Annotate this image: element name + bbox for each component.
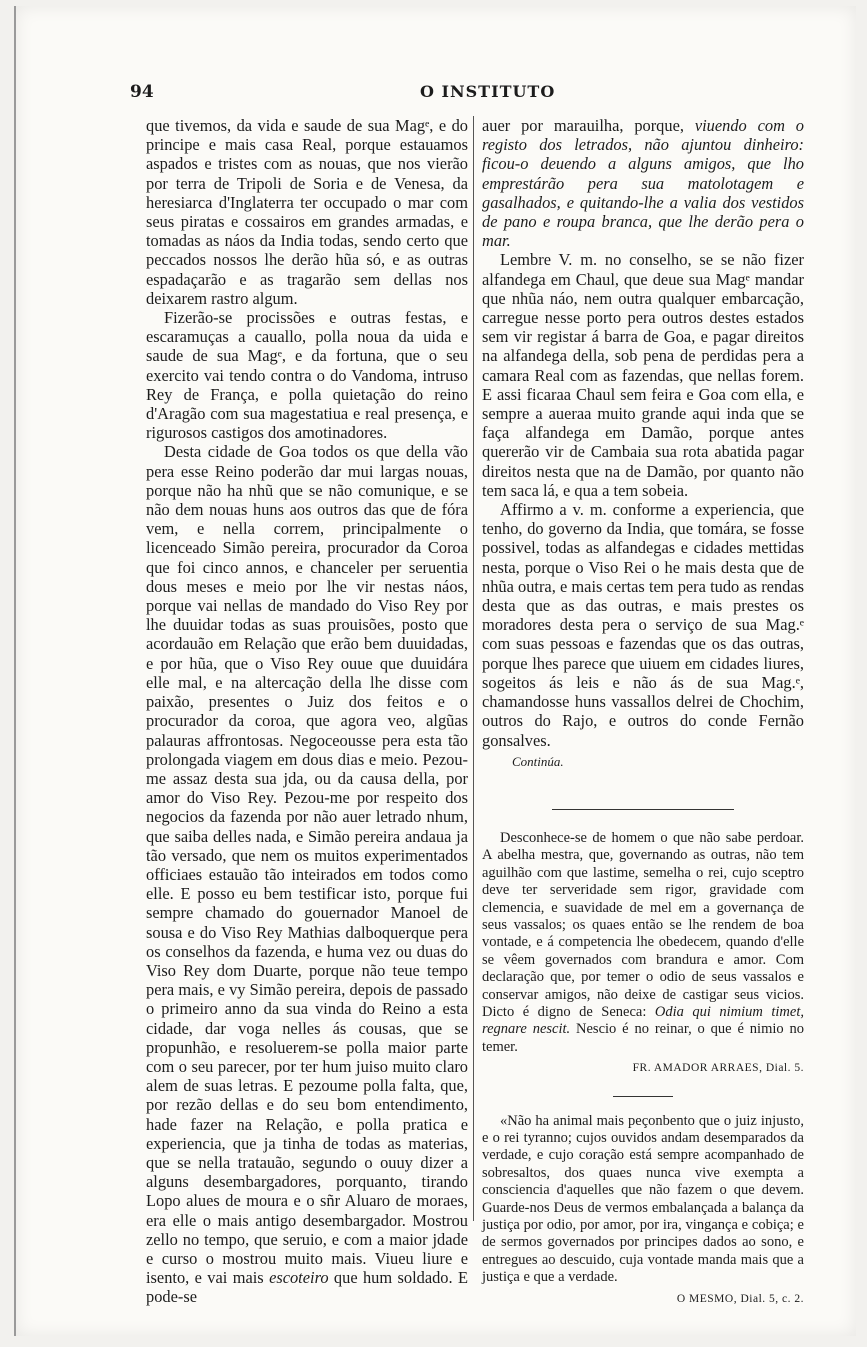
paragraph-tail: que hum soldado. E pode-se — [146, 1268, 468, 1307]
quote-end: Nescio é no reinar, o que é nimio no temer. — [482, 1021, 804, 1055]
right-column — [482, 116, 804, 1308]
quote-body: Desconhece-se de homem o que não sabe perdoar. A abelha mestra, que, governando as outras, não tem aguilhão com que lastime, semelha o rei, cujo sceptro deve ter serveridade sem rigor, gravidade com clemencia, e suavidade de mel em a governança de seus vassalos; os quaes então se lhe rendem de boa vontade, e á competencia lhe obedecem, quando d'elle se vêem governados com brandura e amor. Com declaração que, por temer o odio de seus vassalos e conservar amigos, não deixe de castigar seus vicios. Dicto é digno de Seneca: — [482, 829, 804, 1020]
paragraph-text: auer por marauilha, porque, — [482, 116, 695, 135]
short-divider — [613, 1096, 673, 1097]
paragraph — [482, 116, 804, 250]
paragraph — [146, 442, 468, 1306]
continua-note: Continúa. — [512, 753, 564, 769]
paragraph-text: Desta cidade de Goa todos os que della vão pera esse Reino poderão dar mui largas nouas, porque não ha nhũ que se não comunique, e se não dem nouas huns aos outros das que de fóra vem, e nella correm, principalmente o licenceado Simão pereira, procurador da Coroa que foi cinco annos, e chanceler per seruentia dous meses e meio por lhe vir nestas náos, porque vai nellas de mandado do Viso Rey por lhe duuidar todas as suas prouisões, posto que acordauão em Relação que erão bem duuidadas, e por hũa, que o Viso Rey ouue que duuidára elle mal, e na altercação della lhe disse com paixão, presentes o Juiz dos feitos e o procurador da coroa, que agora veo, algũas palauras affrontosas. Negoceousse pera esta tão prolongada viagem em dous dias e meio. Pezou-me assaz desta sua jda, ou da causa della, por amor do Viso Rey. Pezou-me por respeito dos negocios da fazenda por não auer letrado nhum, que saiba delles nada, e Simão pereira andaua ja tão versado, que nem os muitos experimentados officiaes estauão tão inteirados em todos como elle. E posso eu bem testificar isto, porque fui sempre chamado do gouernador Manoel de sousa e do Viso Rey Mathias dalboquerque pera os conselhos da fazenda, e huma vez ou duas do Viso Rey dom Duarte, porque não teue tempo pera mais, e vy Simão pereira, depois de passado o primeiro anno da sua vinda do Reino a esta cidade, dar voga nelles ás cousas, que se propunhão, e resoluerem-se polla maior parte com o seu parecer, por ter hum juiso muito claro alem de suas letras. E pezoume polla falta, que, por rezão dellas e do seu bom entendimento, hade fazer na Relação, e polla pratica e experiencia, que ja tinha de todas as materias, que se nella tratauão, segundo o ouuy dizer a alguns desembargadores, porquanto, tirando Lopo alues de moura e o sñr Aluaro de moraes, era elle o mais antigo desembargador. Mostrou zello no tempo, que seruio, e com a maior jdade e curso o mostrou muito mais. Viueu liure e isento, e vai mais — [146, 442, 468, 1288]
quote-block — [482, 830, 804, 1308]
italic-passage: viuendo com o registo dos letrados, não ajuntou dinheiro: ficou-o deuendo a alguns amigos, que lho emprestárão pera sua matolotagem e gasalhados, e quitando-lhe a valia dos vestidos de pano e roupa branca, que lhe derão pera o mar. — [482, 116, 804, 251]
page-header — [130, 82, 810, 106]
paragraph: que tivemos, da vida e saude de sua Magᵉ, e do principe e mais casa Real, porque estauamos aspados e tristes com as nouas, que nos vierão por terra de Tripoli de Soria e de Venesa, da heresiarca d'Inglaterra ter occupado o mar com seus piratas e cossairos em grandes armadas, e tomadas as náos da India todas, sendo certo que peccados nossos lhe derão hũa só, e as outras espadaçarão e as tragarão sem dellas nos deixarem rastro algum. — [146, 116, 468, 308]
quote-attribution: O MESMO, Dial. 5, c. 2. — [676, 1292, 804, 1305]
running-title: O INSTITUTO — [420, 82, 556, 101]
quote-text — [482, 830, 804, 1056]
italic-word: escoteiro — [269, 1268, 329, 1288]
paragraph: Affirmo a v. m. conforme a experiencia, que tenho, do governo da India, que tomára, se fosse possivel, todas as alfandegas e cidades mettidas nesta, porque o Viso Rei o he mais desta que de nhũa outra, e mais certas tem pera tudo as rendas desta que as das outras, e mais prestes os moradores desta pera o serviço de sua Mag.ᵉ com suas pessoas e fazendas que os das outras, porque lhes parece que uiuem em cidades liures, sogeitos ás leis e não ás de sua Mag.ᵉ, chamandosse huns vassallos delrei de Chochim, outros do Rajo, e outros do conde Fernão gonsalves. — [482, 500, 804, 750]
left-column — [146, 116, 468, 1307]
section-divider — [552, 809, 734, 810]
quote-attribution: FR. AMADOR ARRAES, Dial. 5. — [632, 1062, 804, 1075]
paragraph: Fizerão-se procissões e outras festas, e escaramuças a cauallo, polla noua da uida e saude de sua Magᵉ, e da fortuna, que o seu exercito vai tendo contra o do Vandoma, intruso Rey de França, e polla quietação do reino d'Aragão com sua magestatiua e real presença, e rigurosos castigos dos amotinadores. — [146, 308, 468, 443]
quote-text: «Não ha animal mais peçonbento que o juiz injusto, e o rei tyranno; cujos ouvidos andam desemparados da verdade, e cujo coração está sempre acompanhado de sobresaltos, dos quaes nunca vive exempta a consciencia d'aquelles que não fazem o que devem. Guarde-nos Deus de vermos embalançada a balança da justiça por odio, por amor, por ira, vingança e cobiça; e de sermos governados por principes dados ao sono, e entregues ao descuido, cuja vontade manda mais que a justiça e que a verdade. — [482, 1112, 804, 1286]
column-divider — [473, 116, 474, 1221]
paragraph: Lembre V. m. no conselho, se se não fizer alfandega em Chaul, que deue sua Magᵉ mandar que nhũa náo, nem outra qualquer embarcação, carregue nesse porto pera outros destes estados sem vir registar á barra de Goa, e pagar direitos na alfandega della, sob pena de perdidas pera a camara Real com as fazendas, que nellas forem. E assi ficaraa Chaul sem feira e Goa com ella, e sempre a aueraa muito grande aqui inda que se faça alfandega em Damão, porque antes quererão vir de Cambaia sua rota abatida pagar direitos nesta que na de Damão, por quanto não tem saca lá, e qua a tem sobeia. — [482, 250, 804, 500]
page-number: 94 — [130, 82, 154, 102]
latin-quote: Odia qui nimium timet, regnare nescit. — [482, 1003, 804, 1038]
